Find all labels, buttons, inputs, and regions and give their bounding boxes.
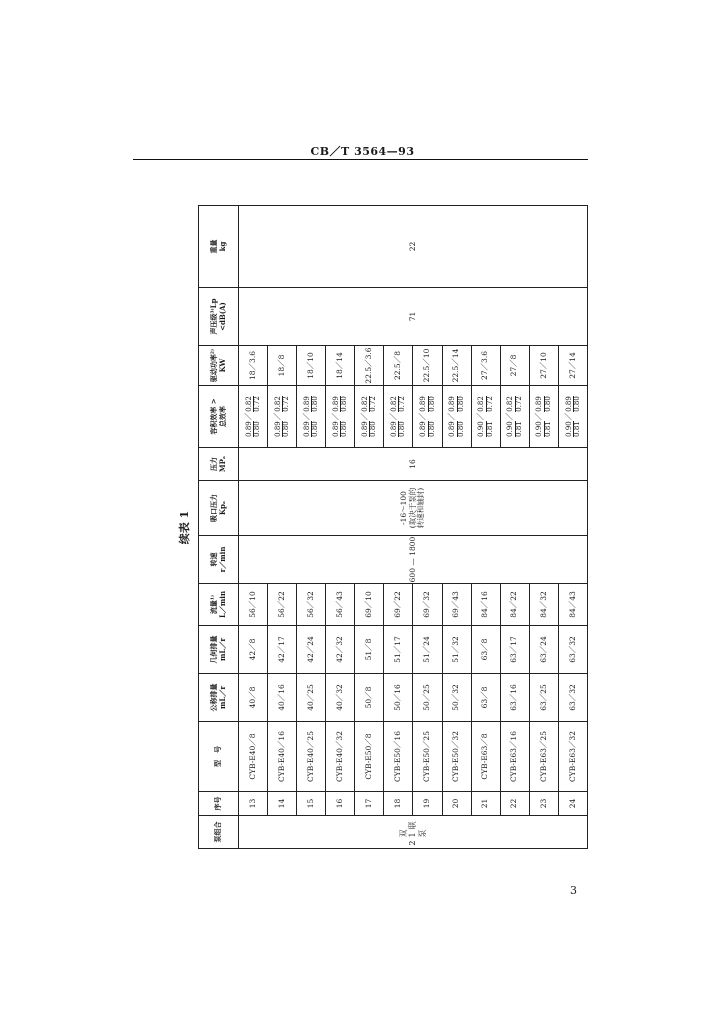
flow-cell: 69／32 [413,584,442,626]
seq-cell: 24 [558,792,587,816]
power-cell: 18／8 [268,346,297,386]
model-cell: CYB-E63／32 [558,722,587,792]
seq-cell: 14 [268,792,297,816]
power-cell: 27／10 [529,346,558,386]
model-cell: CYB-E40／16 [268,722,297,792]
table-row [239,206,268,849]
page-number: 3 [570,884,577,897]
speed-cell: 600 — 1800 [239,536,588,584]
seq-cell: 17 [355,792,384,816]
pressure-cell: 16 [239,448,588,481]
header-efficiency: 容积效率 > 总效率 [199,386,239,448]
seq-cell: 15 [297,792,326,816]
geo-cell: 63／32 [558,626,587,674]
seq-cell: 18 [384,792,413,816]
nominal-cell: 50／16 [384,674,413,722]
efficiency-cell: 0.89 0.80 ／ 0.89 0.80 [442,386,471,448]
efficiency-cell: 0.90 0.81 ／ 0.89 0.80 [529,386,558,448]
header-inlet-pressure: 吸口压力 Kpₐ [199,481,239,536]
model-cell: CYB-E40／8 [239,722,268,792]
flow-cell: 84／22 [500,584,529,626]
nominal-cell: 40／8 [239,674,268,722]
header-rule [133,159,588,160]
seq-cell: 22 [500,792,529,816]
geo-cell: 51／8 [355,626,384,674]
geo-cell: 51／24 [413,626,442,674]
efficiency-cell: 0.89 0.80 ／ 0.82 0.72 [384,386,413,448]
flow-cell: 69／10 [355,584,384,626]
efficiency-cell: 0.90 0.81 ／ 0.82 0.72 [500,386,529,448]
seq-cell: 19 [413,792,442,816]
rotated-table-block [173,206,589,849]
flow-cell: 56／10 [239,584,268,626]
seq-cell: 16 [326,792,355,816]
geo-cell: 63／17 [500,626,529,674]
flow-cell: 56／32 [297,584,326,626]
seq-cell: 23 [529,792,558,816]
model-cell: CYB-E63／25 [529,722,558,792]
efficiency-cell: 0.89 0.80 ／ 0.89 0.80 [297,386,326,448]
inlet-pressure-cell: -16～100 (取决于泵的 转速和轴封) [239,481,588,536]
table-caption: 续表 1 [178,510,191,545]
nominal-cell: 63／32 [558,674,587,722]
geo-cell: 42／32 [326,626,355,674]
geo-cell: 42／24 [297,626,326,674]
power-cell: 18／10 [297,346,326,386]
flow-cell: 84／43 [558,584,587,626]
efficiency-cell: 0.89 0.80 ／ 0.89 0.80 [413,386,442,448]
power-cell: 27／14 [558,346,587,386]
efficiency-cell: 0.89 0.80 ／ 0.89 0.80 [326,386,355,448]
model-cell: CYB-E50／32 [442,722,471,792]
geo-cell: 42／8 [239,626,268,674]
power-cell: 27／8 [500,346,529,386]
flow-cell: 69／43 [442,584,471,626]
header-flow: 流量¹⁾ L／min [199,584,239,626]
header-noise: 声压级³⁾Lp <dB(A) [199,288,239,346]
model-cell: CYB-E50／16 [384,722,413,792]
model-cell: CYB-E40／32 [326,722,355,792]
table-header-row [199,206,239,849]
group-label-3: 泵 [417,826,427,838]
nominal-cell: 40／25 [297,674,326,722]
document-code-header: CB／T 3564—93 [310,145,415,158]
nominal-cell: 40／32 [326,674,355,722]
model-cell: CYB-E50／25 [413,722,442,792]
nominal-cell: 50／32 [442,674,471,722]
header-group: 泵组合 [199,816,239,849]
power-cell: 18／14 [326,346,355,386]
seq-cell: 20 [442,792,471,816]
geo-cell: 51／17 [384,626,413,674]
spec-table [198,205,588,849]
seq-cell: 21 [471,792,500,816]
power-cell: 22.5／8 [384,346,413,386]
header-model: 型 号 [199,722,239,792]
flow-cell: 84／16 [471,584,500,626]
nominal-cell: 63／25 [529,674,558,722]
nominal-cell: 40／16 [268,674,297,722]
nominal-cell: 63／16 [500,674,529,722]
nominal-cell: 50／25 [413,674,442,722]
seq-cell: 13 [239,792,268,816]
efficiency-cell: 0.89 0.80 ／ 0.82 0.72 [239,386,268,448]
power-cell: 18／3.6 [239,346,268,386]
weight-cell: 22 [239,206,588,288]
group-label-1: 双 [399,826,409,838]
geo-cell: 51／32 [442,626,471,674]
geo-cell: 63／8 [471,626,500,674]
power-cell: 22.5／3.6 [355,346,384,386]
efficiency-cell: 0.90 0.81 ／ 0.82 0.72 [471,386,500,448]
flow-cell: 56／43 [326,584,355,626]
power-cell: 22.5／14 [442,346,471,386]
model-cell: CYB-E63／8 [471,722,500,792]
model-cell: CYB-E63／16 [500,722,529,792]
flow-cell: 56／22 [268,584,297,626]
noise-cell: 71 [239,288,588,346]
power-cell: 22.5／10 [413,346,442,386]
efficiency-cell: 0.89 0.80 ／ 0.82 0.72 [268,386,297,448]
header-seq: 序号 [199,792,239,816]
header-nominal-displacement: 公称排量 mL／r [199,674,239,722]
flow-cell: 84／32 [529,584,558,626]
geo-cell: 42／17 [268,626,297,674]
header-pressure: 压力 MPₐ [199,448,239,481]
group-cell [239,816,588,849]
efficiency-cell: 0.89 0.80 ／ 0.82 0.72 [355,386,384,448]
nominal-cell: 50／8 [355,674,384,722]
power-cell: 27／3.6 [471,346,500,386]
efficiency-cell: 0.90 0.81 ／ 0.89 0.80 [558,386,587,448]
model-cell: CYB-E50／8 [355,722,384,792]
geo-cell: 63／24 [529,626,558,674]
flow-cell: 69／22 [384,584,413,626]
header-weight: 重量 kg [199,206,239,288]
group-label-2: 联 [408,818,418,830]
model-cell: CYB-E40／25 [297,722,326,792]
header-speed: 转速 r／min [199,536,239,584]
header-power: 驱动功率²⁾ KW [199,346,239,386]
header-geometric-displacement: 几何排量 mL／r [199,626,239,674]
group-number: 21 [408,829,418,846]
nominal-cell: 63／8 [471,674,500,722]
